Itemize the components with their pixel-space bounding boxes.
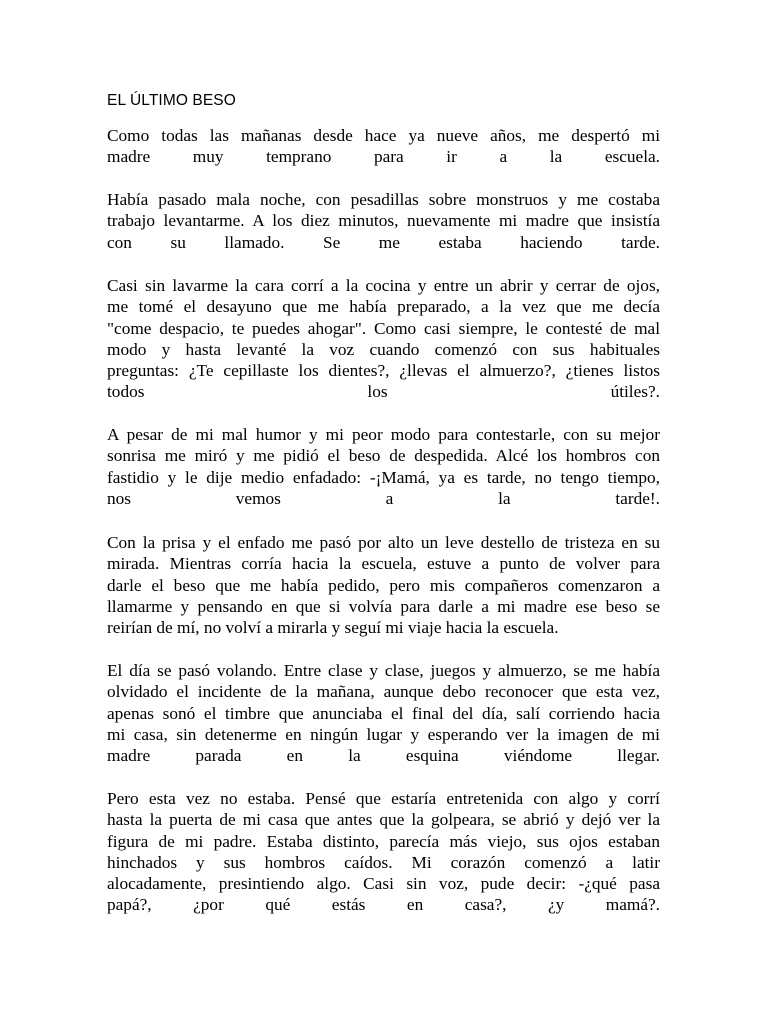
paragraph-6 [107,660,660,766]
text-line: me tomé el desayuno que me había preparado, a la vez que me decía [107,297,660,317]
text-line: hasta la puerta de mi casa que antes que la golpeara, se abrió y dejó ver la [107,810,660,830]
text-line: llamarme y pensando en que si volvía para darle a mi madre ese beso se [107,596,660,616]
paragraph-2 [107,189,660,253]
text-line: Como todas las mañanas desde hace ya nueve años, me despertó mi [107,126,660,145]
text-line: mi casa, sin detenerme en ningún lugar y esperando ver la imagen de mi [107,724,660,744]
text-line: fastidio y le dije medio enfadado: -¡Mamá, ya es tarde, no tengo tiempo, [107,467,660,487]
text-line: Pero esta vez no estaba. Pensé que estaría entretenida con algo y corrí [107,789,660,808]
text-line: "come despacio, te puedes ahogar". Como casi siempre, le contesté de mal [107,318,660,338]
paragraph-7 [107,788,660,916]
text-line: figura de mi padre. Estaba distinto, parecía más viejo, sus ojos estaban [107,831,660,851]
text-line: hinchados y sus hombros caídos. Mi corazón comenzó a latir [107,852,660,872]
text-line: nos vemos a la tarde!. [107,488,660,508]
paragraph-3 [107,275,660,403]
text-line: apenas sonó el timbre que anunciaba el final del día, salí corriendo hacia [107,703,660,723]
text-line: mirada. Mientras corría hacia la escuela, estuve a punto de volver para [107,554,660,574]
text-line: con su llamado. Se me estaba haciendo tarde. [107,232,660,252]
paragraph-4 [107,424,660,509]
text-line: todos los útiles?. [107,382,660,402]
text-line: olvidado el incidente de la mañana, aunque debo reconocer que esta vez, [107,682,660,702]
text-line: madre muy temprano para ir a la escuela. [107,147,660,167]
text-line: darle el beso que me había pedido, pero mis compañeros comenzaron a [107,575,660,595]
text-line: trabajo levantarme. A los diez minutos, nuevamente mi madre que insistía [107,211,660,231]
text-line: preguntas: ¿Te cepillaste los dientes?, ¿llevas el almuerzo?, ¿tienes listos [107,361,660,381]
text-line: alocadamente, presintiendo algo. Casi sin voz, pude decir: -¿qué pasa [107,874,660,894]
text-line: El día se pasó volando. Entre clase y clase, juegos y almuerzo, se me había [107,661,660,680]
paragraph-1 [107,125,660,168]
text-line: reirían de mí, no volví a mirarla y seguí mi viaje hacia la escuela. [107,618,559,638]
text-line: A pesar de mi mal humor y mi peor modo para contestarle, con su mejor [107,425,660,444]
text-line: modo y hasta levanté la voz cuando comenzó con sus habituales [107,339,660,359]
text-line: Había pasado mala noche, con pesadillas sobre monstruos y me costaba [107,190,660,209]
text-line: Con la prisa y el enfado me pasó por alto un leve destello de tristeza en su [107,533,660,552]
text-line: Casi sin lavarme la cara corrí a la cocina y entre un abrir y cerrar de ojos, [107,276,660,295]
document-title: EL ÚLTIMO BESO [107,92,236,109]
paragraph-5 [107,532,660,638]
text-line: madre parada en la esquina viéndome llegar. [107,746,660,766]
text-line: papá?, ¿por qué estás en casa?, ¿y mamá?. [107,895,660,915]
text-line: sonrisa me miró y me pidió el beso de despedida. Alcé los hombros con [107,446,660,466]
